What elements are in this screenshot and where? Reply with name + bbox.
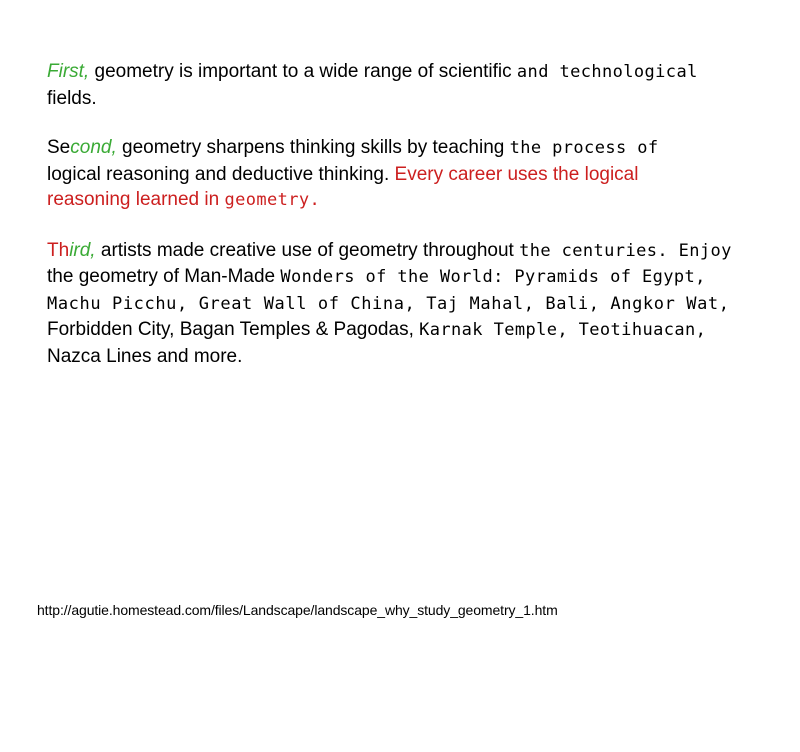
second-text-red-line3: reasoning learned in xyxy=(47,189,225,210)
first-text-line2: fields. xyxy=(47,87,97,109)
document-body xyxy=(47,59,797,393)
paragraph-first xyxy=(47,59,797,111)
third-text-line2-sans: the geometry of Man-Made xyxy=(47,266,281,287)
second-text-red-mono: geometry. xyxy=(224,190,321,210)
third-text-line3-mono: Machu Picchu, Great Wall of China, Taj Mahal, Bali, Angkor Wat, xyxy=(47,293,730,314)
third-text-line5: Nazca Lines and more. xyxy=(47,345,243,367)
third-text-line4-sans: Forbidden City, Bagan Temples & Pagodas, xyxy=(47,319,420,340)
source-url-link[interactable]: http://agutie.homestead.com/files/Landscape/landscape_why_study_geometry_1.htm xyxy=(37,602,558,618)
second-text-sans: geometry sharpens thinking skills by teaching xyxy=(116,137,510,158)
second-text-mono: the process of xyxy=(509,138,659,158)
label-first: First, xyxy=(47,61,90,82)
second-text-red: Every career uses the logical xyxy=(394,163,639,185)
second-text-line2: logical reasoning and deductive thinking. xyxy=(47,163,395,185)
third-text-line2-mono: Wonders of the World: Pyramids of Egypt, xyxy=(280,267,706,287)
paragraph-second xyxy=(47,135,797,214)
label-third-prefix: Th xyxy=(47,239,70,261)
label-third-italic: ird, xyxy=(69,239,96,261)
first-text-mono: and technological xyxy=(516,62,698,82)
third-text-sans: artists made creative use of geometry throughout xyxy=(95,239,520,261)
label-second-italic: cond, xyxy=(70,137,117,158)
third-text-mono: the centuries. Enjoy xyxy=(519,240,732,261)
paragraph-third xyxy=(47,238,797,370)
label-second-prefix: Se xyxy=(47,137,71,158)
first-text-sans: geometry is important to a wide range of scientific xyxy=(89,61,517,82)
third-text-line4-mono: Karnak Temple, Teotihuacan, xyxy=(419,320,707,340)
